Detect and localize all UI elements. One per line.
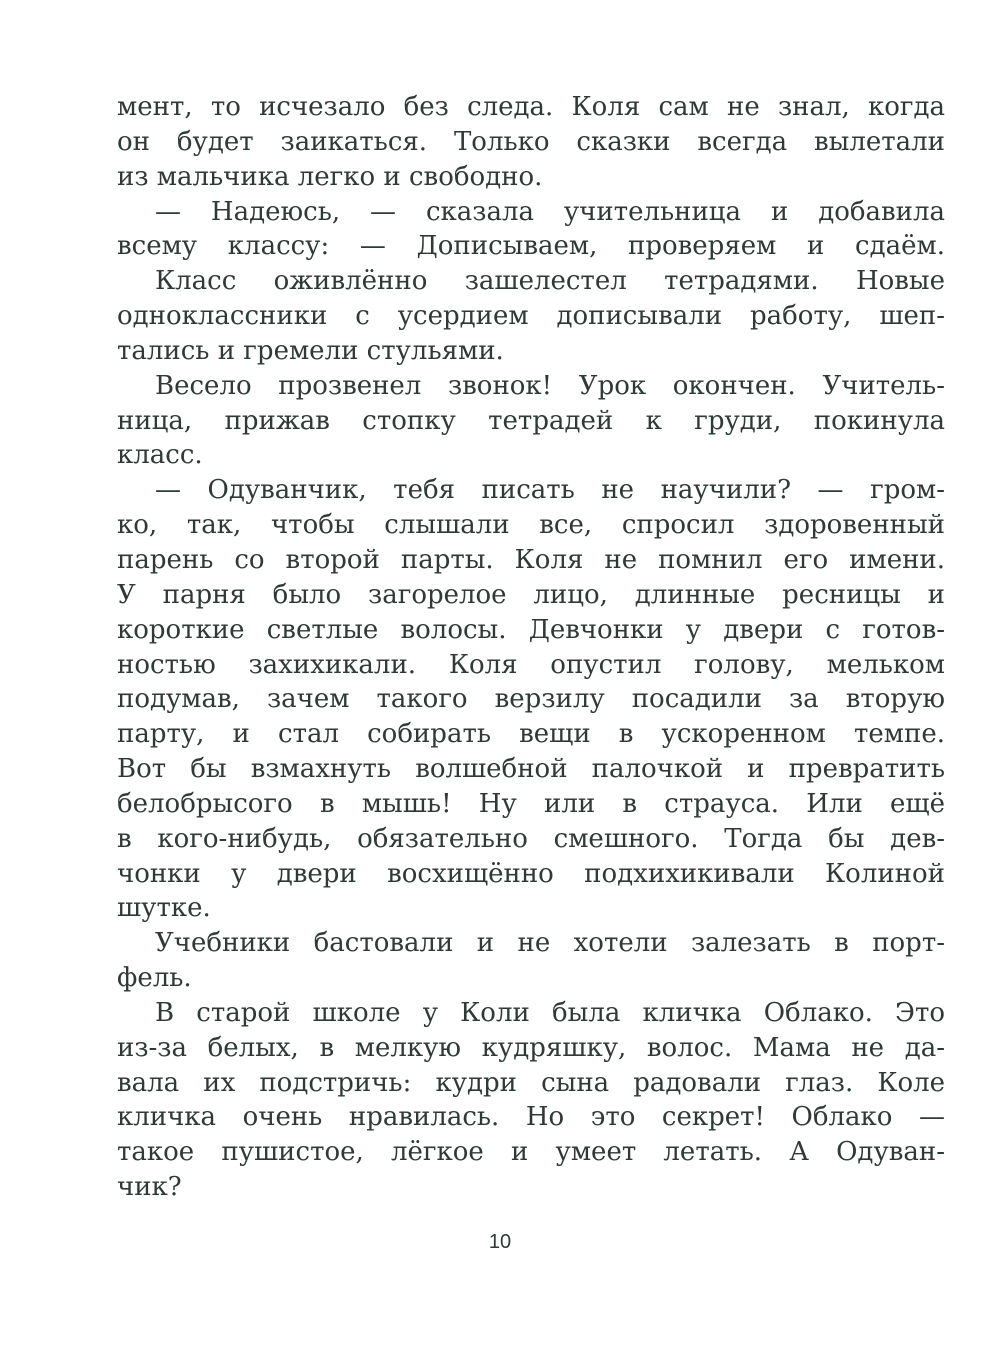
text-line: Класс оживлённо зашелестел тетрадями. Новые xyxy=(155,266,945,297)
text-line: У парня было загорелое лицо, длинные ресницы и xyxy=(117,579,945,610)
text-line: кличка очень нравилась. Но это секрет! Облако — xyxy=(117,1102,945,1133)
text-line: Вот бы взмахнуть волшебной палочкой и превратить xyxy=(117,754,945,785)
text-line: белобрысого в мышь! Ну или в страуса. Или ещё xyxy=(117,788,945,819)
text-line: подумав, зачем такого верзилу посадили за вторую xyxy=(117,684,945,715)
text-line: такое пушистое, лёгкое и умеет летать. А Одуван- xyxy=(117,1137,945,1168)
text-line: Весело прозвенел звонок! Урок окончен. Учитель- xyxy=(155,370,945,401)
text-line: короткие светлые волосы. Девчонки у двери с готов- xyxy=(117,614,945,645)
text-line: В старой школе у Коли была кличка Облако. Это xyxy=(155,997,945,1028)
text-line: класс. xyxy=(117,440,203,471)
text-line: чонки у двери восхищённо подхихикивали Колиной xyxy=(117,858,945,889)
text-line: одноклассники с усердием дописывали работу, шеп- xyxy=(117,301,945,332)
text-line: из мальчика легко и свободно. xyxy=(117,161,543,192)
paragraph xyxy=(117,264,945,369)
paragraph xyxy=(117,996,945,1205)
text-line: всему классу: — Дописываем, проверяем и сдаём. xyxy=(117,231,945,262)
paragraph xyxy=(117,90,945,195)
text-line: из-за белых, в мелкую кудряшку, волос. Мама не да- xyxy=(117,1032,945,1063)
text-line: фель. xyxy=(117,963,192,994)
body-text xyxy=(117,90,945,1205)
text-line: чик? xyxy=(117,1172,182,1203)
text-line: Учебники бастовали и не хотели залезать в порт- xyxy=(155,928,945,959)
text-line: вала их подстричь: кудри сына радовали глаз. Коле xyxy=(117,1067,945,1098)
text-line: он будет заикаться. Только сказки всегда вылетали xyxy=(117,126,945,157)
page-number: 10 xyxy=(488,1231,512,1253)
text-line: тались и гремели стульями. xyxy=(117,335,504,366)
paragraph xyxy=(117,926,945,996)
text-line: в кого-нибудь, обязательно смешного. Тогда бы дев- xyxy=(117,823,945,854)
paragraph xyxy=(117,473,945,926)
text-line: — Одуванчик, тебя писать не научили? — гром- xyxy=(155,475,945,506)
text-line: ностью захихикали. Коля опустил голову, мельком xyxy=(117,649,945,680)
text-line: парень со второй парты. Коля не помнил его имени. xyxy=(117,544,945,575)
text-line: мент, то исчезало без следа. Коля сам не знал, когда xyxy=(117,92,945,122)
text-line: — Надеюсь, — сказала учительница и добавила xyxy=(155,196,945,227)
text-line: ница, прижав стопку тетрадей к груди, покинула xyxy=(117,405,945,436)
text-line: ко, так, чтобы слышали все, спросил здоровенный xyxy=(117,510,945,541)
text-line: шутке. xyxy=(117,893,211,924)
paragraph xyxy=(117,195,945,265)
paragraph xyxy=(117,369,945,474)
text-line: парту, и стал собирать вещи в ускоренном темпе. xyxy=(117,719,945,750)
